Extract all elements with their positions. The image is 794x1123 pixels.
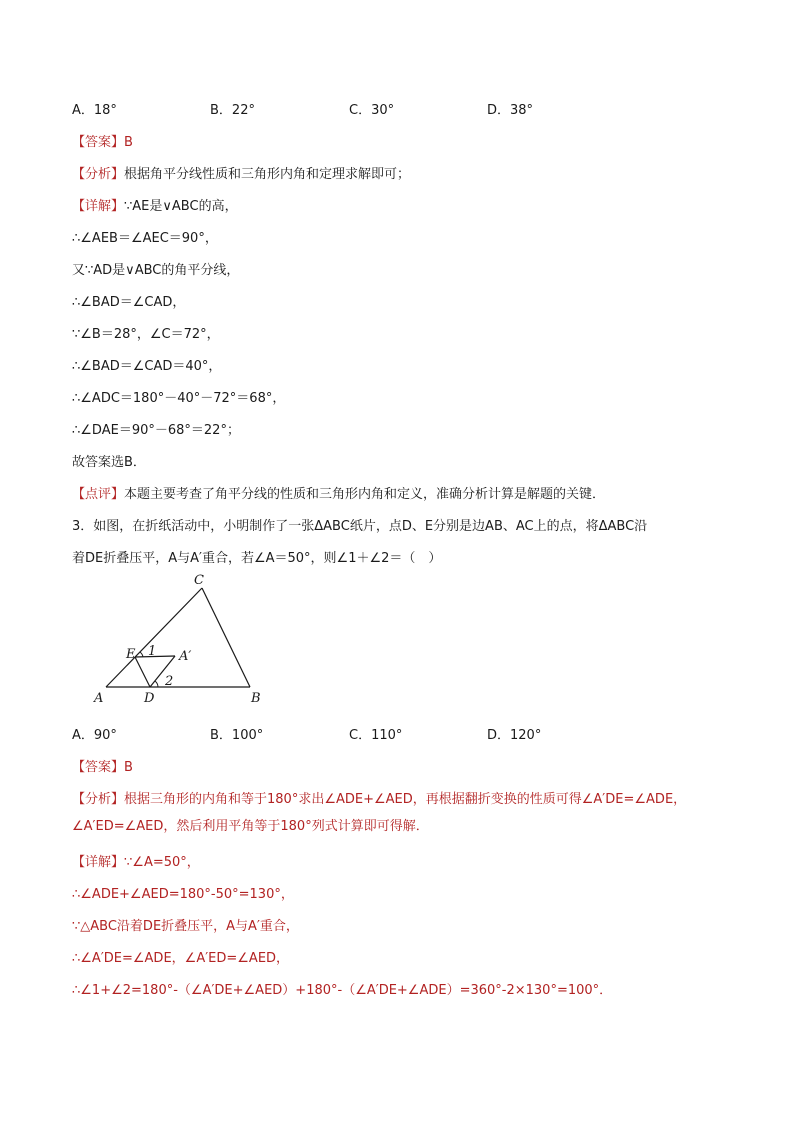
triangle-diagram [90, 572, 280, 712]
q3-stem-line: 着DE折叠压平，A与A′重合，若∠A＝50°，则∠1＋∠2＝（ ） [72, 551, 442, 566]
fold-line-de [135, 657, 150, 687]
angle-2-arc [155, 681, 158, 687]
q3-detail-line: ∴∠ADE+∠AED=180°-50°=130°， [72, 887, 294, 902]
detail-tag: 【详解】 [72, 199, 125, 214]
analysis-text: 根据角平分线性质和三角形内角和定理求解即可； [124, 167, 411, 182]
label-d: D [144, 691, 155, 706]
analysis-text: 根据三角形的内角和等于180°求出∠ADE+∠AED，再根据翻折变换的性质可得∠A′DE=∠ADE，∠A′ED=∠AED，然后利用平角等于180°列式计算即可得解． [72, 792, 687, 834]
label-e: E [126, 647, 136, 662]
q2-comment [72, 486, 605, 504]
edge-bc [202, 588, 250, 687]
answer-tag: 【答案】 [72, 135, 125, 150]
q3-detail-line: ∴∠1+∠2=180°-（∠A′DE+∠AED）+180°-（∠A′DE+∠ADE）=360°-2×130°=100°． [72, 983, 613, 998]
q3-answer [72, 759, 133, 777]
comment-text: 本题主要考查了角平分线的性质和三角形内角和定义，准确分析计算是解题的关键． [124, 487, 606, 502]
q2-detail-line: ∴∠BAD＝∠CAD， [72, 295, 186, 310]
label-angle-1: 1 [148, 644, 157, 659]
q3-option-a: A．90° [72, 728, 117, 743]
q2-detail-line: ∴∠AEB＝∠AEC＝90°， [72, 231, 218, 246]
q3-detail-line [72, 854, 200, 872]
label-angle-2: 2 [165, 674, 174, 689]
q2-option-c: C．30° [349, 103, 395, 118]
edge-ac [106, 588, 202, 687]
q3-option-b: B．100° [210, 728, 264, 743]
q2-analysis [72, 166, 410, 184]
answer-value: B [124, 135, 133, 150]
q3-detail-line: ∵△ABC沿着DE折叠压平，A与A′重合， [72, 919, 299, 934]
q3-option-d: D．120° [487, 728, 542, 743]
q2-detail-line: ∴∠DAE＝90°－68°＝22°； [72, 423, 240, 438]
q2-option-d: D．38° [487, 103, 534, 118]
label-a-prime: A′ [179, 649, 192, 664]
q2-detail-line: ∴∠ADC＝180°－40°－72°＝68°， [72, 391, 286, 406]
q2-detail-line: ∵∠B＝28°，∠C＝72°， [72, 327, 220, 342]
analysis-tag: 【分析】 [72, 167, 125, 182]
comment-tag: 【点评】 [72, 487, 125, 502]
q2-detail-line: 又∵AD是∨ABC的角平分线， [72, 263, 240, 278]
q3-stem-line: 3．如图，在折纸活动中，小明制作了一张ΔABC纸片，点D、E分别是边AB、AC上的点，将ΔABC沿 [72, 519, 648, 534]
detail-text: ∵∠A=50°， [124, 855, 200, 870]
label-a: A [94, 691, 104, 706]
q2-options [72, 102, 722, 120]
answer-tag: 【答案】 [72, 760, 125, 775]
q2-detail-line: ∴∠BAD＝∠CAD＝40°， [72, 359, 222, 374]
analysis-tag: 【分析】 [72, 792, 125, 807]
q3-option-c: C．110° [349, 728, 403, 743]
label-c: C [194, 573, 204, 588]
answer-value: B [124, 760, 133, 775]
q3-detail-line: ∴∠A′DE=∠ADE，∠A′ED=∠AED， [72, 951, 290, 966]
q2-option-a: A．18° [72, 103, 117, 118]
q2-option-b: B．22° [210, 103, 255, 118]
label-b: B [251, 691, 261, 706]
detail-text: ∵AE是∨ABC的高， [124, 199, 238, 214]
triangle-figure [90, 572, 280, 712]
detail-tag: 【详解】 [72, 855, 125, 870]
q3-options [72, 727, 722, 745]
q3-analysis [72, 786, 722, 840]
q2-detail-line: 故答案选B． [72, 455, 146, 470]
q2-answer [72, 134, 133, 152]
q2-detail-line [72, 198, 238, 216]
